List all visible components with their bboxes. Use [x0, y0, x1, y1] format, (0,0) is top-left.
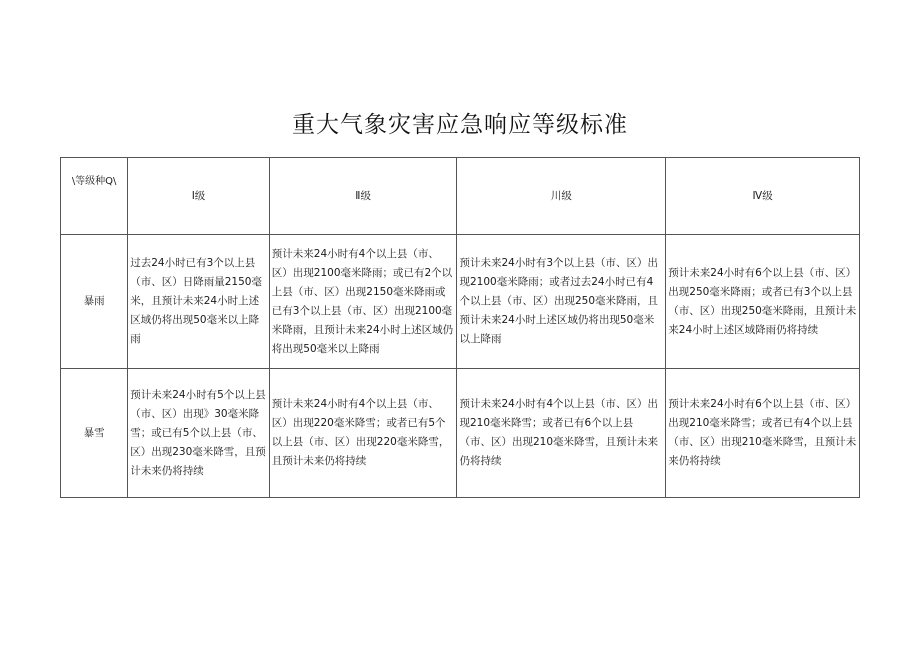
header-level-4: Ⅳ级 — [666, 158, 860, 235]
header-level-1: I级 — [128, 158, 270, 235]
header-corner-cell: \等级种Q\ — [61, 158, 128, 235]
rainstorm-level-3-cell: 预计未来24小时有3个以上县（市、区）出现2100毫米降雨；或者过去24小时已有4个以上县（市、区）出现250毫米降雨，且预计未来24小时上述区域仍将出现50毫米以上降雨 — [457, 235, 666, 369]
row-type-rainstorm: 暴雨 — [61, 235, 128, 369]
header-level-2: Ⅱ级 — [269, 158, 457, 235]
response-level-table — [60, 157, 860, 498]
table-row — [61, 235, 860, 369]
rainstorm-level-4-cell: 预计未来24小时有6个以上县（市、区）出现250毫米降雨；或者已有3个以上县（市、区）出现250毫米降雨，且预计未来24小时上述区域降雨仍将持续 — [666, 235, 860, 369]
blizzard-level-2-cell: 预计未来24小时有4个以上县（市、区）出现220毫米降雪；或者已有5个以上县（市、区）出现220毫米降雪，且预计未来仍将持续 — [269, 369, 457, 498]
blizzard-level-3-cell: 预计未来24小时有4个以上县（市、区）出现210毫米降雪；或者已有6个以上县（市、区）出现210毫米降雪，且预计未来仍将持续 — [457, 369, 666, 498]
header-level-3: 川级 — [457, 158, 666, 235]
page-title: 重大气象灾害应急响应等级标准 — [292, 112, 628, 138]
blizzard-level-1-cell: 预计未来24小时有5个以上县（市、区）出现》30毫米降雪；或已有5个以上县（市、区）出现230毫米降雪，且预计未来仍将持续 — [128, 369, 270, 498]
row-type-blizzard: 暴雪 — [61, 369, 128, 498]
blizzard-level-4-cell: 预计未来24小时有6个以上县（市、区）出现210毫米降雪；或者已有4个以上县（市、区）出现210毫米降雪，且预计未来仍将持续 — [666, 369, 860, 498]
table-header-row — [61, 158, 860, 235]
table-row — [61, 369, 860, 498]
rainstorm-level-2-cell: 预计未来24小时有4个以上县（市、区）出现2100毫米降雨；或已有2个以上县（市、区）出现2150毫米降雨或已有3个以上县（市、区）出现2100毫米降雨，且预计未来24小时上述区域仍将出现50毫米以上降雨 — [269, 235, 457, 369]
rainstorm-level-1-cell: 过去24小时已有3个以上县（市、区）日降雨量2150毫米，且预计未来24小时上述区域仍将出现50毫米以上降雨 — [128, 235, 270, 369]
